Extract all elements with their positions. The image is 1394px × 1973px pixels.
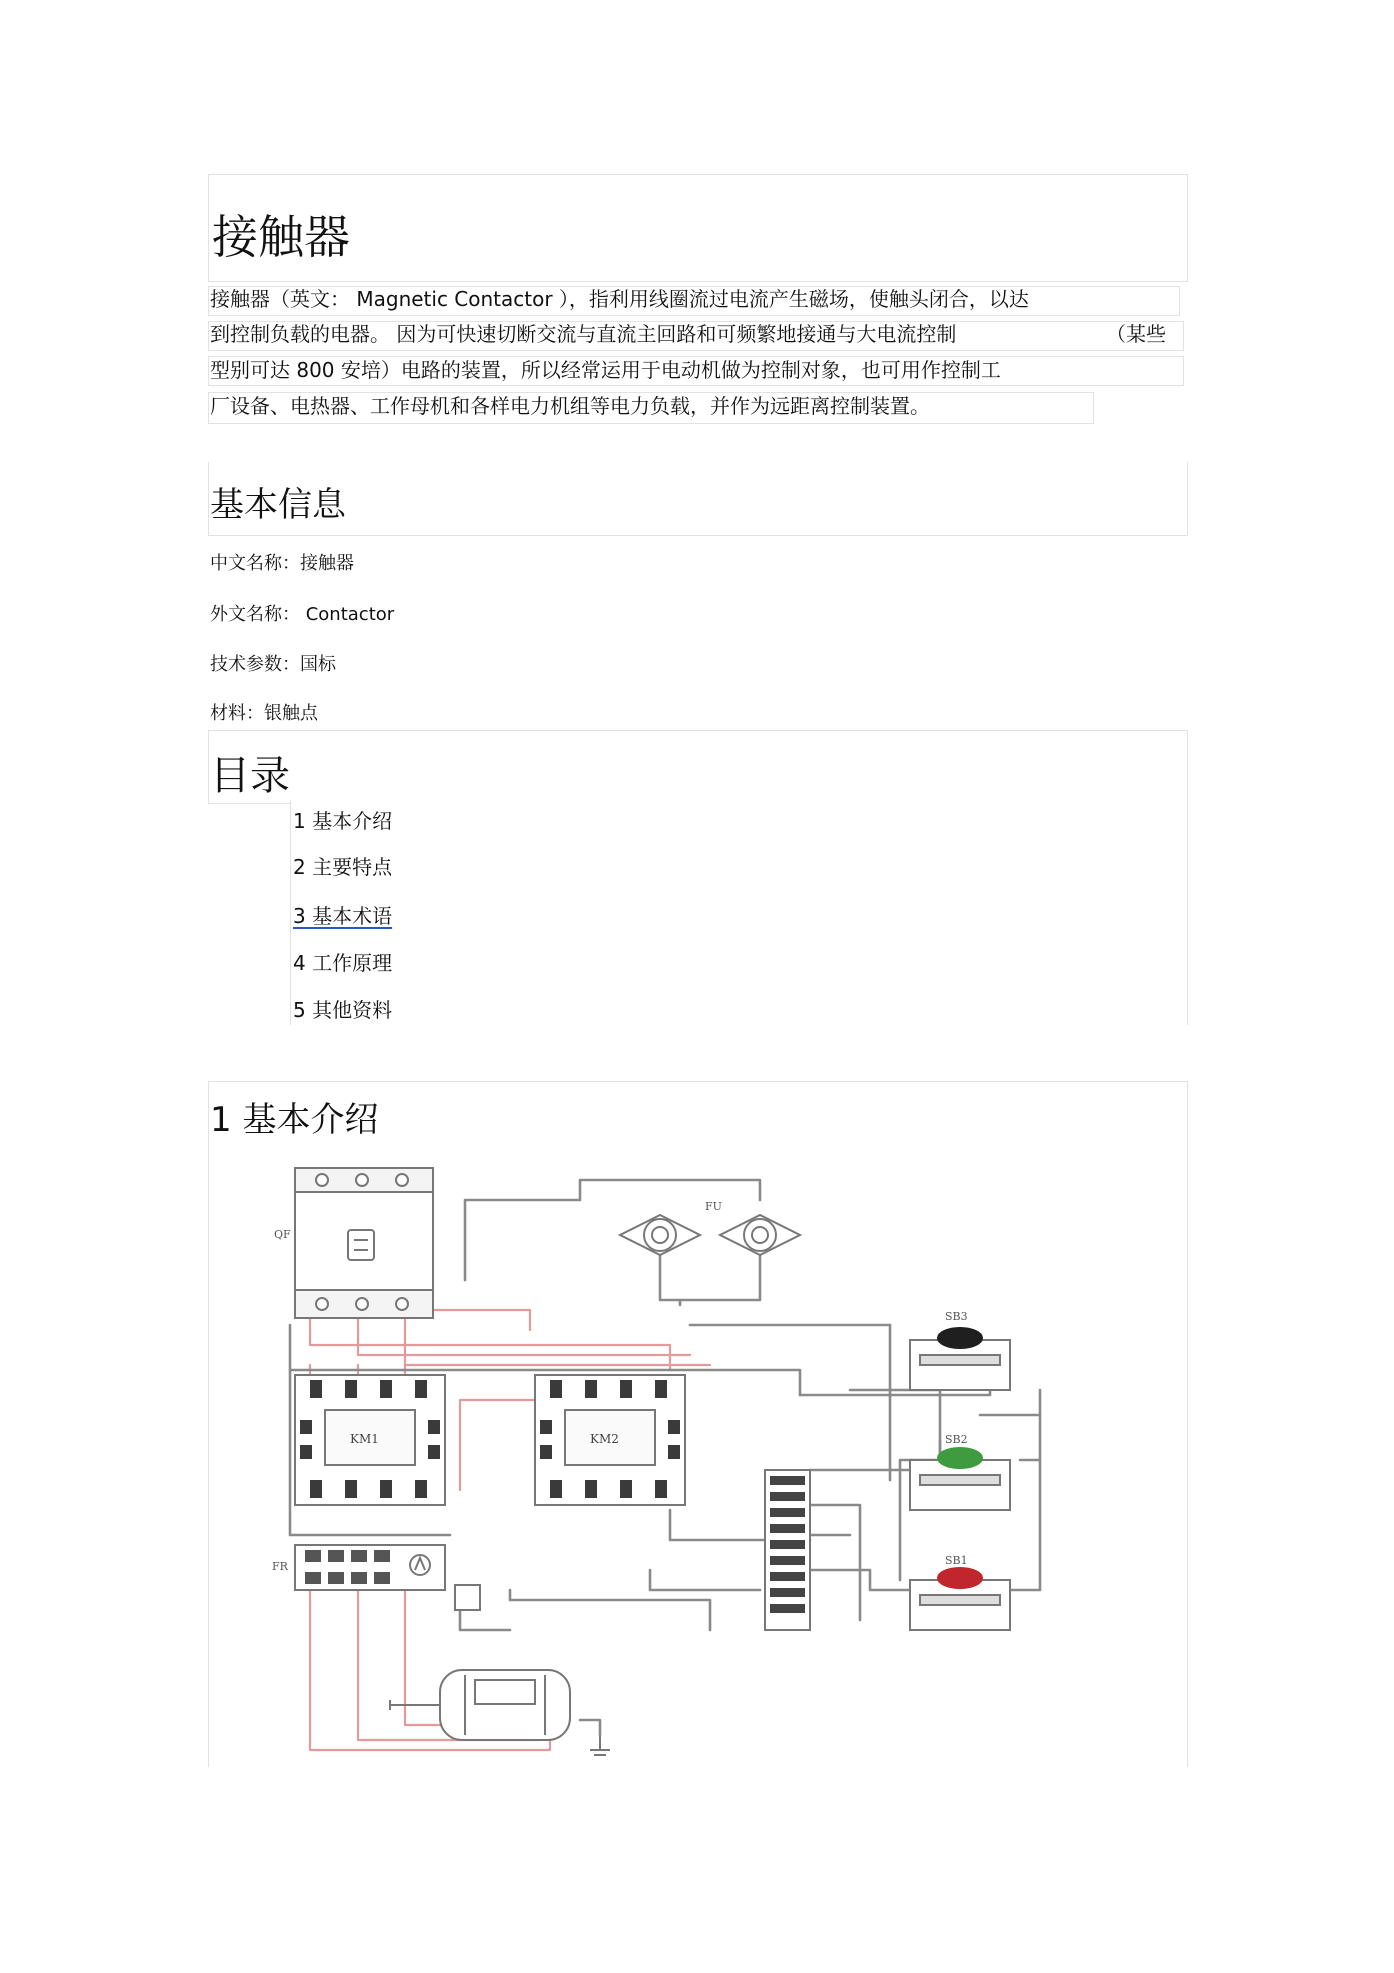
basic-info-frame	[208, 462, 1188, 536]
toc-heading: 目录	[210, 753, 290, 799]
title-frame	[208, 174, 1188, 282]
fuse-1	[620, 1215, 700, 1255]
toc-item-2[interactable]: 2 主要特点	[293, 855, 393, 879]
info-row-tech-params	[210, 656, 336, 674]
circuit-breaker-qf	[295, 1168, 433, 1318]
label-km1: KM1	[350, 1432, 379, 1446]
pushbutton-sb2	[910, 1448, 1010, 1510]
intro-line-3: 型别可达 800 安培）电路的装置，所以经常运用于电动机做为控制对象，也可用作控制工	[210, 358, 1001, 382]
info-value: 银触点	[264, 703, 318, 724]
info-row-chinese-name	[210, 555, 354, 573]
intro-line-2: 到控制负载的电器。 因为可快速切断交流与直流主回路和可频繁地接通与大电流控制	[210, 322, 957, 346]
label-sb3: SB3	[945, 1310, 968, 1323]
label-qf: QF	[274, 1228, 291, 1241]
label-km2: KM2	[590, 1432, 619, 1446]
page-title: 接触器	[212, 210, 350, 264]
info-value: Contactor	[300, 604, 395, 625]
label-fr: FR	[272, 1560, 288, 1573]
intro-line-2-tail: （某些	[1106, 322, 1166, 346]
pushbutton-sb3	[910, 1328, 1010, 1390]
info-label: 中文名称：	[210, 553, 300, 574]
info-value: 接触器	[300, 553, 354, 574]
toc-item-1[interactable]: 1 基本介绍	[293, 809, 393, 833]
info-label: 材料：	[210, 703, 264, 724]
toc-item-3[interactable]: 3 基本术语	[293, 904, 393, 928]
ground-symbol	[590, 1735, 610, 1755]
intro-line-4: 厂设备、电热器、工作母机和各样电力机组等电力负载，并作为远距离控制装置。	[210, 394, 930, 418]
toc-item-5[interactable]: 5 其他资料	[293, 998, 393, 1022]
label-sb2: SB2	[945, 1433, 968, 1446]
motor	[390, 1670, 570, 1740]
terminal-block	[765, 1470, 810, 1630]
section1-heading: 1 基本介绍	[210, 1100, 379, 1140]
label-fu: FU	[705, 1200, 722, 1213]
info-row-material	[210, 705, 318, 723]
info-label: 技术参数：	[210, 654, 300, 675]
basic-info-heading: 基本信息	[210, 485, 346, 525]
intro-line-1: 接触器（英文： Magnetic Contactor ），指利用线圈流过电流产生磁场，使触头闭合，以达	[210, 287, 1029, 311]
label-sb1: SB1	[945, 1554, 968, 1567]
fuse-2	[720, 1215, 800, 1255]
info-row-foreign-name	[210, 606, 394, 624]
thermal-relay-fr	[295, 1545, 480, 1610]
contactor-wiring-diagram	[250, 1160, 1060, 1760]
info-label: 外文名称：	[210, 604, 300, 625]
toc-item-4[interactable]: 4 工作原理	[293, 951, 393, 975]
pushbutton-sb1	[910, 1568, 1010, 1630]
info-value: 国标	[300, 654, 336, 675]
